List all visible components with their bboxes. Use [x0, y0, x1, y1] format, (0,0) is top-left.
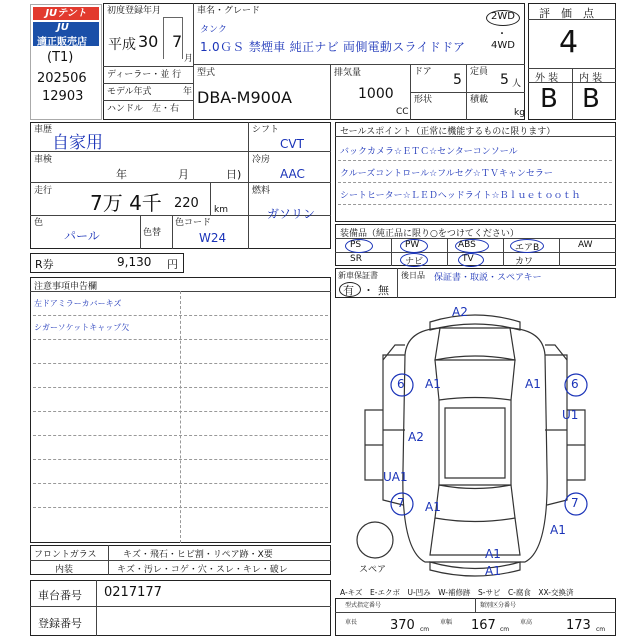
notes-title: 注意事項申告欄 — [34, 282, 98, 292]
chassis-label: 車台番号 — [38, 589, 82, 602]
color-label: 色 — [34, 218, 44, 228]
shape-label: 形状 — [414, 95, 433, 105]
capacity-unit: 人 — [512, 79, 522, 89]
mark-rear-bumper-1: A1 — [485, 547, 501, 561]
mark-rear-bumper-2: A1 — [485, 564, 501, 578]
interior-value: キズ・汚レ・コゲ・穴・スレ・キレ・破レ — [117, 565, 288, 575]
width-value: 167 — [471, 618, 496, 633]
mark-rr-wheel: 7 — [571, 496, 579, 510]
reg-number-label: 登録番号 — [38, 617, 82, 630]
insp-day-unit: 日) — [226, 168, 242, 181]
mark-rf-fender: A1 — [525, 377, 541, 391]
equip-tv: TV — [462, 254, 474, 264]
equip-navi: ナビ — [405, 257, 424, 267]
width-unit: cm — [500, 626, 510, 633]
ext-grade: B — [540, 84, 558, 114]
load-label: 積載 — [470, 95, 489, 105]
recycle-unit: 円 — [167, 258, 178, 271]
equip-airbag: エアB — [515, 243, 540, 253]
inspection-label: 車検 — [34, 155, 53, 165]
mark-lr-fender: A1 — [425, 500, 441, 514]
damage-legend: A-キズ E-エクボ U-凹み W-補修跡 S-サビ C-腐食 XX-交換済 — [340, 588, 574, 597]
insp-month-unit: 月 — [178, 168, 189, 181]
spare-label: スペア — [359, 565, 387, 575]
int-grade: B — [582, 84, 600, 114]
handle-label: ハンドル 左・右 — [107, 104, 180, 114]
drive-4wd: 4WD — [491, 40, 515, 51]
ac-label: 冷房 — [252, 155, 271, 165]
height-unit: cm — [596, 626, 606, 633]
interior-label: 内装 — [55, 565, 74, 575]
color-swap-label: 色替 — [143, 228, 162, 238]
sales-point-2: クルーズコントロール☆フルセグ☆ＴＶキャンセラー — [340, 169, 553, 179]
equip-leather: カワ — [515, 257, 534, 267]
dealer-code: (T1) — [47, 50, 74, 65]
load-unit: kg — [514, 108, 525, 118]
model-label: 型式 — [197, 68, 216, 78]
color-value: パール — [64, 229, 100, 243]
length-unit: cm — [420, 626, 430, 633]
mark-lf-fender: A1 — [425, 377, 441, 391]
ac-value: AAC — [280, 167, 305, 181]
first-reg-year: 30 — [138, 32, 159, 51]
ext-label: 外 装 — [535, 73, 559, 84]
mark-r-door: U1 — [562, 408, 579, 422]
front-glass-label: フロントガラス — [34, 550, 97, 560]
mark-front-bumper: A2 — [452, 305, 468, 319]
car-damage-diagram — [335, 300, 616, 584]
first-reg-month: 7 — [172, 32, 183, 51]
insp-year-unit: 年 — [116, 168, 127, 181]
height-value: 173 — [566, 618, 591, 633]
height-label: 車高 — [520, 619, 533, 626]
dealer-label: ディーラー・並 行 — [107, 70, 182, 80]
shift-label: シフト — [252, 125, 280, 135]
width-label: 車幅 — [440, 619, 453, 626]
doc-number-1: 202506 — [37, 71, 87, 86]
chassis-value: 0217177 — [104, 585, 162, 600]
sales-points-title: セールスポイント（正常に機能するものに限ります） — [340, 127, 556, 137]
int-label: 内 装 — [579, 73, 603, 84]
doc-number-2: 12903 — [42, 89, 84, 104]
warranty-no: 無 — [378, 284, 389, 297]
mark-lr-wheel: 7 — [397, 496, 405, 510]
length-value: 370 — [390, 618, 415, 633]
class-no-label: 類別区分番号 — [480, 602, 517, 609]
grade-score: 4 — [559, 25, 579, 60]
mileage-sub: 220 — [174, 196, 199, 211]
color-code: W24 — [199, 231, 227, 245]
fuel-value: ガソリン — [267, 207, 316, 221]
grade-title: 評 価 点 — [539, 7, 594, 20]
month-unit: 月 — [184, 54, 194, 64]
door-label: ドア — [414, 67, 432, 77]
mileage-label: 走行 — [34, 186, 53, 196]
displacement-label: 排気量 — [334, 68, 362, 78]
warranty-yes: 有 — [343, 284, 354, 297]
recycle-label: R券 — [35, 258, 54, 271]
equipment-title: 装備品（純正品に限り○をつけてください） — [340, 229, 519, 239]
recycle-amount: 9,130 — [117, 255, 152, 269]
fuel-label: 燃料 — [252, 186, 271, 196]
equip-sr: SR — [350, 254, 362, 264]
car-grade: 1.0ＧＳ 禁煙車 純正ナビ 両側電動スライドドア — [200, 40, 466, 54]
equip-aw: AW — [578, 240, 593, 250]
displacement: 1000 — [358, 86, 394, 102]
year-unit: 年 — [183, 87, 193, 97]
mark-rr-fender: A1 — [550, 523, 566, 537]
after-items-value: 保証書・取説・スペアキー — [434, 273, 542, 283]
car-name: タンク — [200, 25, 227, 35]
color-code-label: 色コード — [175, 218, 212, 228]
dealer-logo: JUテント — [33, 7, 99, 20]
door-count: 5 — [453, 72, 462, 88]
drive-2wd: 2WD — [491, 11, 515, 22]
mark-lf-wheel: 6 — [397, 377, 405, 391]
shift-value: CVT — [280, 137, 304, 151]
after-items-label: 後日品 — [401, 271, 425, 280]
ju-badge: JU 適正販売店 — [33, 22, 99, 46]
note-2: シガーソケットキャップ欠 — [34, 323, 130, 332]
note-1: 左ドアミラーカバーキズ — [34, 299, 122, 308]
first-reg-label: 初度登録年月 — [107, 6, 162, 16]
sales-point-1: バックカメラ☆ＥＴＣ☆センターコンソール — [340, 147, 518, 157]
car-name-label: 車名・グレード — [197, 6, 261, 16]
mileage-value: 7万 4千 — [90, 191, 162, 215]
mark-rf-wheel: 6 — [571, 377, 579, 391]
first-reg-era: 平成 — [108, 37, 136, 53]
mark-l-door: A2 — [408, 430, 424, 444]
length-label: 車長 — [345, 619, 358, 626]
drive-dot: ・ — [497, 29, 507, 40]
dealer-block — [30, 4, 102, 120]
model-code: DBA-M900A — [197, 88, 292, 107]
equip-ps: PS — [350, 240, 362, 250]
equip-pw: PW — [405, 240, 420, 250]
sales-point-3: シートヒーター☆ＬＥＤヘッドライト☆Ｂｌｕｅｔｏｏｔｈ — [340, 191, 581, 201]
front-glass-value: キズ・飛石・ヒビ割・リペア跡・X要 — [123, 550, 273, 560]
history-label: 車歴 — [34, 125, 53, 135]
history-value: 自家用 — [52, 133, 103, 153]
displacement-unit: CC — [396, 107, 409, 117]
equip-abs: ABS — [458, 240, 476, 250]
capacity-label: 定員 — [470, 67, 489, 77]
mark-l-rear-door: UA1 — [383, 470, 408, 484]
warranty-label: 新車保証書 — [338, 271, 378, 280]
capacity: 5 — [500, 72, 509, 88]
model-year-label: モデル年式 — [107, 87, 152, 97]
mileage-unit: km — [214, 205, 228, 215]
warranty-sep: ・ — [363, 284, 374, 297]
type-no-label: 型式指定番号 — [345, 602, 382, 609]
